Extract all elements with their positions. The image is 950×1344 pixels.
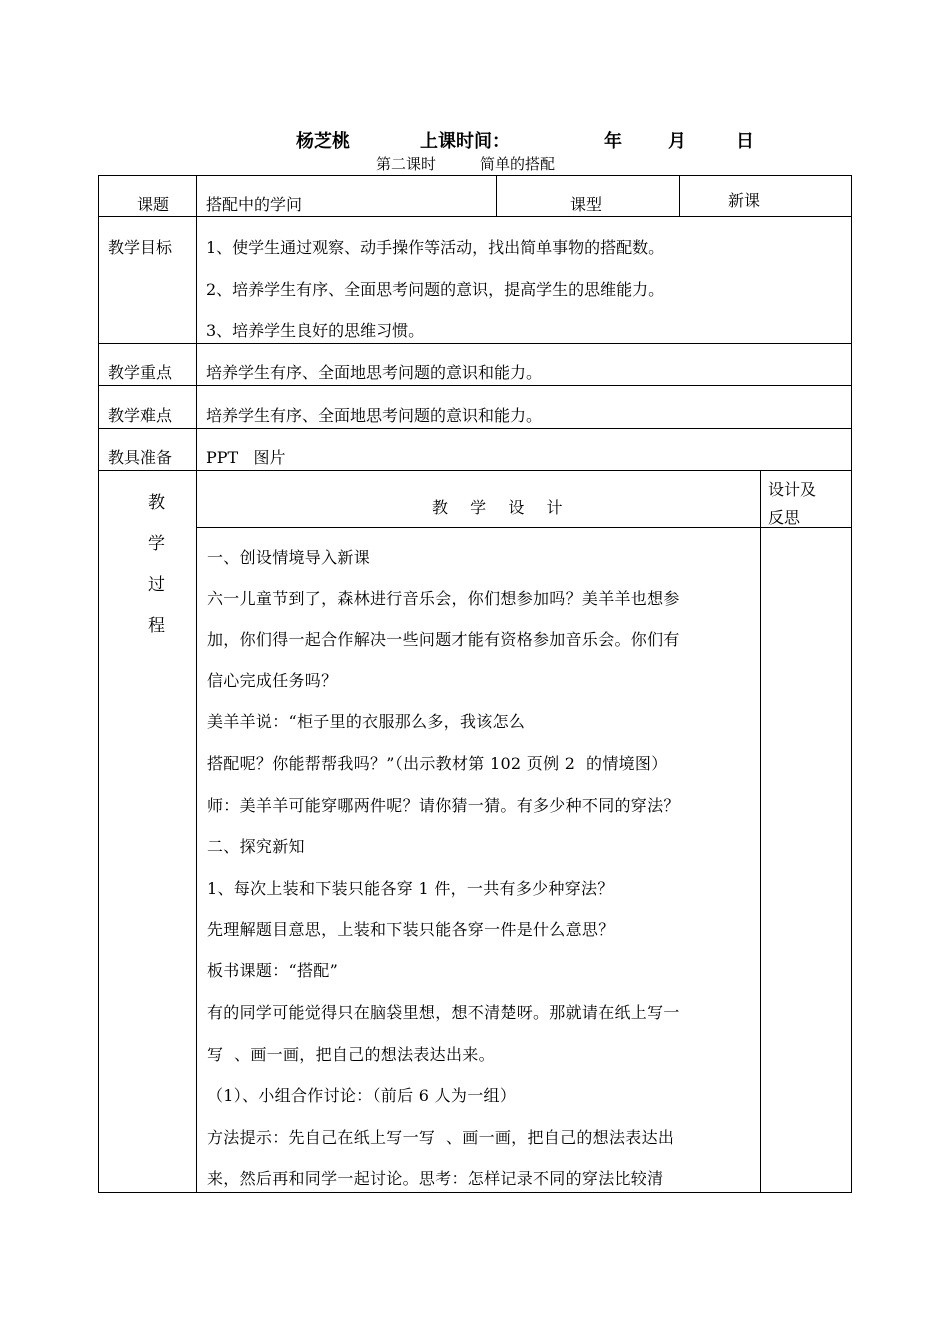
topic-label: 课题 <box>137 195 170 214</box>
key-points-label: 教学重点 <box>108 363 173 382</box>
body-line: 来，然后再和同学一起讨论。思考：怎样记录不同的穿法比较清 <box>207 1169 664 1188</box>
body-line: 六一儿童节到了，森林进行音乐会，你们想参加吗？美羊羊也想参 <box>207 589 680 608</box>
day-label: 日 <box>736 131 754 152</box>
process-char: 学 <box>148 534 165 554</box>
body-line: 先理解题目意思，上装和下装只能各穿一件是什么意思？ <box>207 920 615 939</box>
difficulties-label: 教学难点 <box>108 406 173 425</box>
type-label: 课型 <box>570 195 603 214</box>
body-line: 搭配呢？你能帮帮我吗？”（出示教材第 102 页例 2 的情境图） <box>207 754 668 773</box>
month-label: 月 <box>668 131 686 152</box>
body-line: （1）、小组合作讨论：（前后 6 人为一组） <box>207 1086 517 1105</box>
process-char: 教 <box>148 493 165 513</box>
reflection-header: 设计及 <box>768 480 817 499</box>
body-line: 一、创设情境导入新课 <box>207 548 371 567</box>
body-line: 写 、画一画，把自己的想法表达出来。 <box>207 1045 495 1064</box>
goals-label: 教学目标 <box>108 238 173 257</box>
body-line: 有的同学可能觉得只在脑袋里想，想不清楚呀。那就请在纸上写一 <box>207 1003 680 1022</box>
process-char: 过 <box>148 575 165 595</box>
type-value: 新课 <box>728 191 761 210</box>
tools-value: PPT 图片 <box>206 448 286 467</box>
teacher-name: 杨芝桃 <box>296 131 350 152</box>
body-line: 二、探究新知 <box>207 837 305 856</box>
teaching-design-header: 教 学 设 计 <box>432 498 567 517</box>
body-line: 1、每次上装和下装只能各穿 1 件，一共有多少种穿法？ <box>207 879 614 898</box>
body-line: 方法提示：先自己在纸上写一写 、画一画，把自己的想法表达出 <box>207 1128 675 1147</box>
reflection-header: 反思 <box>768 508 801 527</box>
body-line: 美羊羊说：“柜子里的衣服那么多，我该怎么 <box>207 712 526 731</box>
process-char: 程 <box>148 616 165 636</box>
goal-item: 3、培养学生良好的思维习惯。 <box>206 321 425 340</box>
lesson-number: 第二课时 <box>376 155 437 173</box>
difficulties-value: 培养学生有序、全面地思考问题的意识和能力。 <box>206 406 543 425</box>
body-line: 板书课题：“搭配” <box>207 961 339 980</box>
class-time-label: 上课时间： <box>420 131 510 152</box>
goal-item: 1、使学生通过观察、动手操作等活动，找出简单事物的搭配数。 <box>206 238 665 257</box>
lesson-title: 简单的搭配 <box>480 155 556 173</box>
key-points-value: 培养学生有序、全面地思考问题的意识和能力。 <box>206 363 543 382</box>
body-line: 信心完成任务吗？ <box>207 671 338 690</box>
body-line: 加，你们得一起合作解决一些问题才能有资格参加音乐会。你们有 <box>207 630 680 649</box>
body-line: 师：美羊羊可能穿哪两件呢？请你猜一猜。有多少种不同的穿法？ <box>207 796 680 815</box>
tools-label: 教具准备 <box>108 448 173 467</box>
year-label: 年 <box>604 131 622 152</box>
goal-item: 2、培养学生有序、全面思考问题的意识，提高学生的思维能力。 <box>206 280 665 299</box>
topic-value: 搭配中的学问 <box>206 195 303 214</box>
